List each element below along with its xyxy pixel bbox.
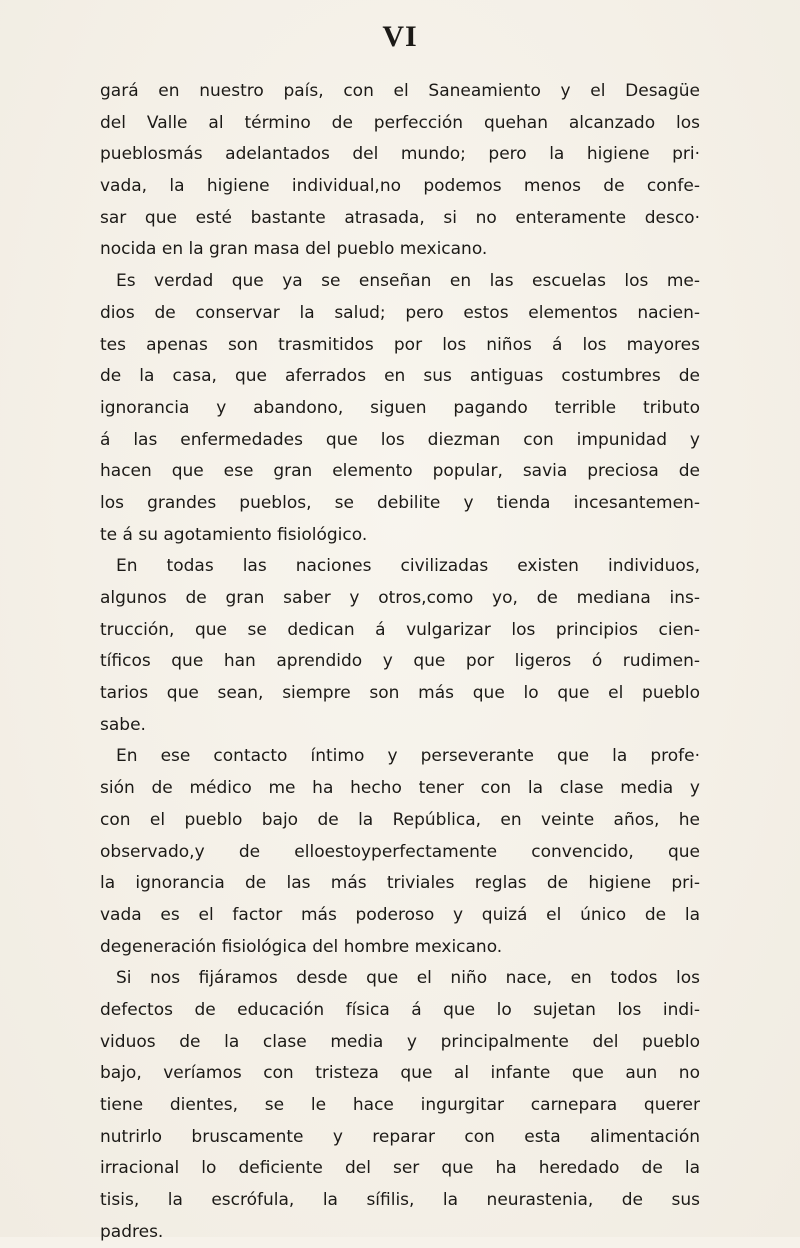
- text-line: nocida en la gran masa del pueblo mexicano.: [100, 239, 488, 260]
- text-line: vada es el factor más poderoso y quizá el único de la: [100, 904, 700, 925]
- text-line: viduos de la clase media y principalmente del pueblo: [100, 1031, 700, 1052]
- body-text: [100, 76, 700, 1248]
- page-number: VI: [382, 20, 418, 53]
- text-line: dios de conservar la salud; pero estos elementos nacien-: [100, 302, 700, 323]
- text-line: sabe.: [100, 714, 146, 735]
- text-line: te á su agotamiento fisiológico.: [100, 524, 368, 545]
- paragraph: [100, 963, 700, 1248]
- text-line: irracional lo deficiente del ser que ha heredado de la: [100, 1158, 700, 1179]
- text-line: observado,y de elloestoyperfectamente convencido, que: [100, 841, 700, 862]
- text-line: pueblosmás adelantados del mundo; pero la higiene pri·: [100, 144, 700, 165]
- text-line: tisis, la escrófula, la sífilis, la neurastenia, de sus: [100, 1190, 700, 1211]
- text-line: á las enfermedades que los diezman con impunidad y: [100, 429, 700, 450]
- text-line: En ese contacto íntimo y perseverante que la profe·: [116, 746, 700, 767]
- text-line: nutrirlo bruscamente y reparar con esta alimentación: [100, 1126, 700, 1147]
- text-line: tiene dientes, se le hace ingurgitar carnepara querer: [100, 1095, 700, 1115]
- text-line: sión de médico me ha hecho tener con la clase media y: [100, 778, 700, 799]
- text-line: trucción, que se dedican á vulgarizar los principios cien-: [100, 619, 700, 640]
- text-line: Si nos fijáramos desde que el niño nace, en todos los: [116, 968, 700, 989]
- text-line: padres.: [100, 1221, 164, 1242]
- text-line: algunos de gran saber y otros,como yo, de mediana ins-: [100, 588, 700, 608]
- text-line: bajo, veríamos con tristeza que al infante que aun no: [100, 1063, 700, 1084]
- text-line: del Valle al término de perfección quehan alcanzado los: [100, 112, 700, 133]
- text-line: tarios que sean, siempre son más que lo que el pueblo: [100, 683, 700, 704]
- text-line: de la casa, que aferrados en sus antiguas costumbres de: [100, 366, 700, 387]
- text-line: vada, la higiene individual,no podemos menos de confe-: [100, 176, 700, 197]
- paragraph: [100, 76, 700, 266]
- text-line: sar que esté bastante atrasada, si no enteramente desco·: [100, 207, 700, 228]
- text-line: degeneración fisiológica del hombre mexicano.: [100, 936, 503, 957]
- text-line: defectos de educación física á que lo sujetan los indi-: [100, 999, 700, 1020]
- text-line: la ignorancia de las más triviales reglas de higiene pri-: [100, 873, 700, 894]
- text-line: gará en nuestro país, con el Saneamiento y el Desagüe: [100, 81, 700, 101]
- paragraph: [100, 266, 700, 551]
- text-line: hacen que ese gran elemento popular, savia preciosa de: [100, 461, 700, 482]
- paragraph: [100, 551, 700, 741]
- text-line: ignorancia y abandono, siguen pagando terrible tributo: [100, 397, 700, 418]
- text-line: tes apenas son trasmitidos por los niños á los mayores: [100, 334, 700, 355]
- text-line: tíficos que han aprendido y que por ligeros ó rudimen-: [100, 651, 700, 672]
- text-line: En todas las naciones civilizadas existen individuos,: [116, 556, 700, 577]
- text-line: con el pueblo bajo de la República, en veinte años, he: [100, 809, 700, 830]
- text-line: Es verdad que ya se enseñan en las escuelas los me-: [116, 271, 700, 292]
- text-line: los grandes pueblos, se debilite y tienda incesantemen-: [100, 492, 700, 513]
- paragraph: [100, 741, 700, 963]
